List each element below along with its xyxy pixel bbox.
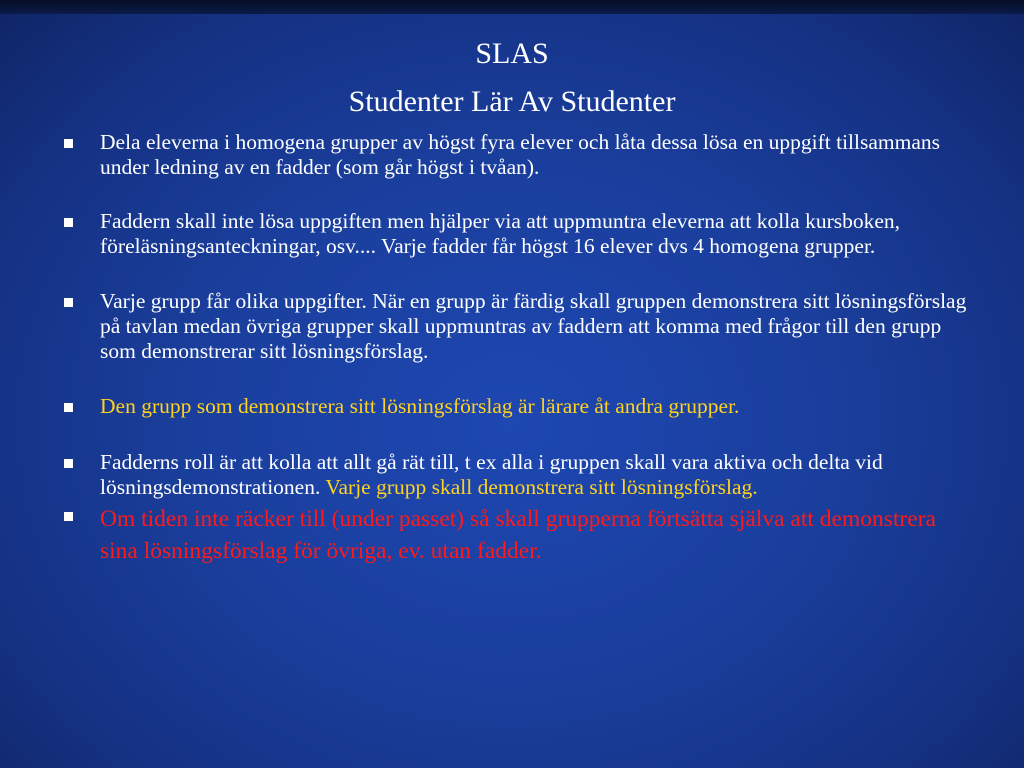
bullet-text: Fadderns roll är att kolla att allt gå rät till, t ex alla i gruppen skall vara aktiva och delta vid lösningsdemonstrationen. xyxy=(100,450,883,499)
bullet-highlight-text: Varje grupp skall demonstrera sitt lösningsförslag. xyxy=(325,475,758,499)
square-bullet-icon xyxy=(64,139,73,148)
bullet-item-6 xyxy=(62,503,972,567)
bullet-item-5 xyxy=(62,450,972,500)
bullet-item-1 xyxy=(62,130,972,180)
bullet-text: Om tiden inte räcker till (under passet) så skall grupperna förtsätta själva att demonstrera sina lösningsförslag för övriga, ev. utan fadder. xyxy=(100,506,936,564)
square-bullet-icon xyxy=(64,459,73,468)
square-bullet-icon xyxy=(64,512,73,521)
bullet-text: Faddern skall inte lösa uppgiften men hjälper via att uppmuntra eleverna att kolla kursboken, föreläsningsanteckningar, osv.... Varje fadder får högst 16 elever dvs 4 homogena grupper. xyxy=(100,209,901,258)
bullet-text: Varje grupp får olika uppgifter. När en grupp är färdig skall gruppen demonstrera sitt lösningsförslag på tavlan medan övriga grupper skall uppmuntras av faddern att komma med frågor till den grupp som demonstrerar sitt lösningsförslag. xyxy=(100,289,967,363)
bullet-item-3 xyxy=(62,289,972,364)
square-bullet-icon xyxy=(64,218,73,227)
square-bullet-icon xyxy=(64,403,73,412)
bullet-item-4 xyxy=(62,394,972,419)
title-line-2: Studenter Lär Av Studenter xyxy=(348,85,676,118)
bullet-item-2 xyxy=(62,209,972,259)
square-bullet-icon xyxy=(64,298,73,307)
bullet-text: Dela eleverna i homogena grupper av högst fyra elever och låta dessa lösa en uppgift tillsammans under ledning av en fadder (som går högst i tvåan). xyxy=(100,130,941,179)
top-border xyxy=(0,0,1024,14)
slide-title xyxy=(0,30,1024,126)
bullet-text: Den grupp som demonstrera sitt lösningsförslag är lärare åt andra grupper. xyxy=(100,394,740,418)
title-line-1: SLAS xyxy=(475,37,549,70)
bullet-list xyxy=(62,130,972,567)
